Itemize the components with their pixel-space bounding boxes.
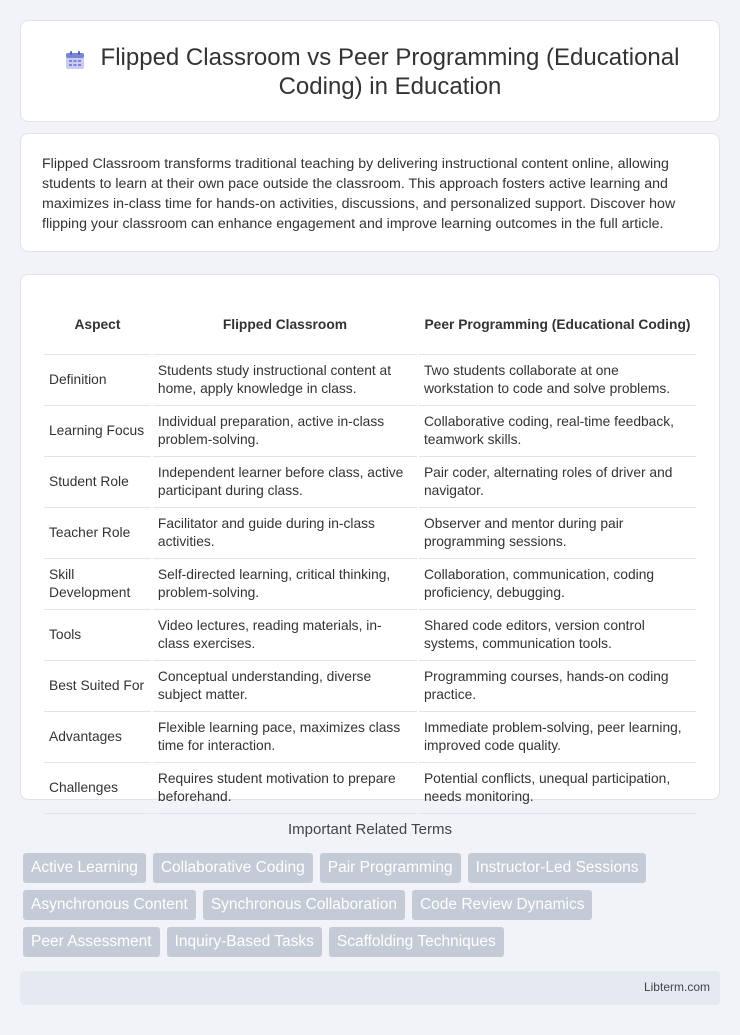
table-row <box>44 355 696 406</box>
header-flipped-classroom: Flipped Classroom <box>153 295 417 355</box>
row-aspect: Definition <box>44 355 151 406</box>
tag-scaffolding-techniques[interactable]: Scaffolding Techniques <box>329 927 504 957</box>
table-row <box>44 712 696 763</box>
tag-asynchronous-content[interactable]: Asynchronous Content <box>23 890 196 920</box>
header-peer-programming: Peer Programming (Educational Coding) <box>419 295 696 355</box>
tag-collaborative-coding[interactable]: Collaborative Coding <box>153 853 313 883</box>
row-flipped-value: Flexible learning pace, maximizes class time for interaction. <box>153 712 417 763</box>
header-aspect: Aspect <box>44 295 151 355</box>
comparison-table <box>42 295 698 814</box>
footer <box>20 971 720 1005</box>
table-row <box>44 661 696 712</box>
row-peer-value: Programming courses, hands-on coding practice. <box>419 661 696 712</box>
related-terms-list <box>23 853 723 957</box>
row-peer-value: Two students collaborate at one workstation to code and solve problems. <box>419 355 696 406</box>
row-flipped-value: Self-directed learning, critical thinking, problem-solving. <box>153 559 417 610</box>
table-row <box>44 457 696 508</box>
row-peer-value: Collaborative coding, real-time feedback, teamwork skills. <box>419 406 696 457</box>
title-card <box>20 20 720 122</box>
table-row <box>44 559 696 610</box>
row-aspect: Best Suited For <box>44 661 151 712</box>
row-peer-value: Collaboration, communication, coding proficiency, debugging. <box>419 559 696 610</box>
row-flipped-value: Conceptual understanding, diverse subject matter. <box>153 661 417 712</box>
related-terms-heading: Important Related Terms <box>288 821 452 838</box>
row-peer-value: Pair coder, alternating roles of driver and navigator. <box>419 457 696 508</box>
tag-instructor-led-sessions[interactable]: Instructor-Led Sessions <box>468 853 647 883</box>
tag-peer-assessment[interactable]: Peer Assessment <box>23 927 160 957</box>
row-flipped-value: Requires student motivation to prepare beforehand. <box>153 763 417 814</box>
table-row <box>44 406 696 457</box>
row-aspect: Tools <box>44 610 151 661</box>
row-peer-value: Potential conflicts, unequal participation, needs monitoring. <box>419 763 696 814</box>
row-flipped-value: Individual preparation, active in-class problem-solving. <box>153 406 417 457</box>
row-aspect: Student Role <box>44 457 151 508</box>
intro-paragraph: Flipped Classroom transforms traditional teaching by delivering instructional content online, allowing students to learn at their own pace outside the classroom. This approach fosters active learning and maximizes in-class time for hands-on activities, discussions, and personalized support. Discover how flipping your classroom can enhance engagement and improve learning outcomes in the full article. <box>42 156 676 232</box>
page-title: Flipped Classroom vs Peer Programming (Educational Coding) in Education <box>100 44 680 100</box>
row-flipped-value: Students study instructional content at home, apply knowledge in class. <box>153 355 417 406</box>
row-flipped-value: Facilitator and guide during in-class activities. <box>153 508 417 559</box>
row-aspect: Challenges <box>44 763 151 814</box>
row-peer-value: Immediate problem-solving, peer learning, improved code quality. <box>419 712 696 763</box>
table-header-row <box>44 295 696 355</box>
row-aspect: Teacher Role <box>44 508 151 559</box>
table-row <box>44 508 696 559</box>
row-flipped-value: Video lectures, reading materials, in-class exercises. <box>153 610 417 661</box>
row-peer-value: Observer and mentor during pair programming sessions. <box>419 508 696 559</box>
tag-code-review-dynamics[interactable]: Code Review Dynamics <box>412 890 593 920</box>
intro-card <box>20 133 720 252</box>
footer-site-link[interactable]: Libterm.com <box>643 980 710 994</box>
tag-synchronous-collaboration[interactable]: Synchronous Collaboration <box>203 890 405 920</box>
row-peer-value: Shared code editors, version control systems, communication tools. <box>419 610 696 661</box>
table-row <box>44 763 696 814</box>
row-aspect: Skill Development <box>44 559 151 610</box>
comparison-table-card <box>20 274 720 804</box>
tag-pair-programming[interactable]: Pair Programming <box>320 853 461 883</box>
tag-active-learning[interactable]: Active Learning <box>23 853 146 883</box>
tag-inquiry-based-tasks[interactable]: Inquiry-Based Tasks <box>167 927 322 957</box>
row-flipped-value: Independent learner before class, active participant during class. <box>153 457 417 508</box>
row-aspect: Advantages <box>44 712 151 763</box>
table-row <box>44 610 696 661</box>
row-aspect: Learning Focus <box>44 406 151 457</box>
